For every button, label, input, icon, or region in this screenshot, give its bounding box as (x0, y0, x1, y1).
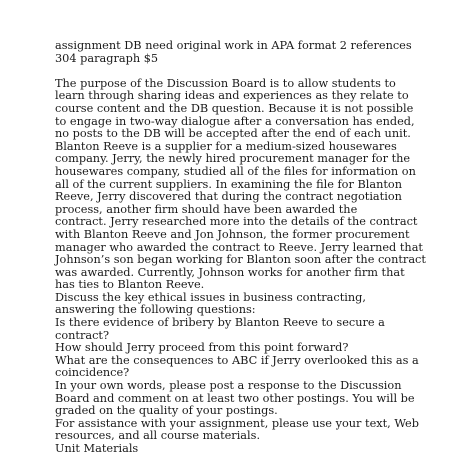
body-line: Unit Materials (55, 442, 139, 455)
body-line: no posts to the DB will be accepted after the end of each unit. (55, 127, 411, 141)
document-text (55, 40, 445, 456)
body-line: Discuss the key ethical issues in business contracting, (55, 290, 366, 304)
body-line: contract? (55, 328, 110, 342)
body-line: course content and the DB question. Because it is not possible (55, 101, 414, 115)
header-line: assignment DB need original work in APA format 2 references (55, 39, 412, 52)
body-line: Board and comment on at least two other postings. You will be (55, 391, 415, 405)
body-line: company. Jerry, the newly hired procurement manager for the (55, 152, 411, 166)
body-line: housewares company, studied all of the files for information on (55, 164, 416, 178)
body-line: How should Jerry proceed from this point forward? (55, 341, 349, 355)
paragraph-gap (55, 65, 445, 78)
body-line: manager who awarded the contract to Reeve. Jerry learned that (55, 240, 423, 254)
body-line: process, another firm should have been awarded the (55, 202, 358, 216)
body-line: has ties to Blanton Reeve. (55, 278, 205, 292)
body-line: contract. Jerry researched more into the details of the contract (55, 215, 418, 229)
body-line: What are the consequences to ABC if Jerry overlooked this as a (55, 353, 419, 367)
body-line: to engage in two-way dialogue after a conversation has ended, (55, 114, 415, 128)
body-line: Blanton Reeve is a supplier for a medium-sized housewares (55, 139, 397, 153)
body-line: For assistance with your assignment, please use your text, Web (55, 416, 419, 430)
body-line: In your own words, please post a response to the Discussion (55, 379, 402, 393)
body-line: answering the following questions: (55, 303, 256, 317)
body-line: graded on the quality of your postings. (55, 404, 278, 418)
body-line: coincidence? (55, 366, 130, 380)
body-line: Johnson’s son began working for Blanton soon after the contract (55, 253, 426, 267)
body-line: learn through sharing ideas and experiences as they relate to (55, 89, 409, 103)
header-line: 304 paragraph $5 (55, 51, 159, 65)
body-line: The purpose of the Discussion Board is to allow students to (55, 76, 396, 90)
body-line: resources, and all course materials. (55, 429, 261, 443)
body-line: Is there evidence of bribery by Blanton Reeve to secure a (55, 316, 385, 330)
body-line: all of the current suppliers. In examining the file for Blanton (55, 177, 403, 191)
body-line: was awarded. Currently, Johnson works for another firm that (55, 265, 405, 279)
body-line: Reeve, Jerry discovered that during the contract negotiation (55, 190, 402, 204)
body-line: with Blanton Reeve and Jon Johnson, the former procurement (55, 227, 410, 241)
